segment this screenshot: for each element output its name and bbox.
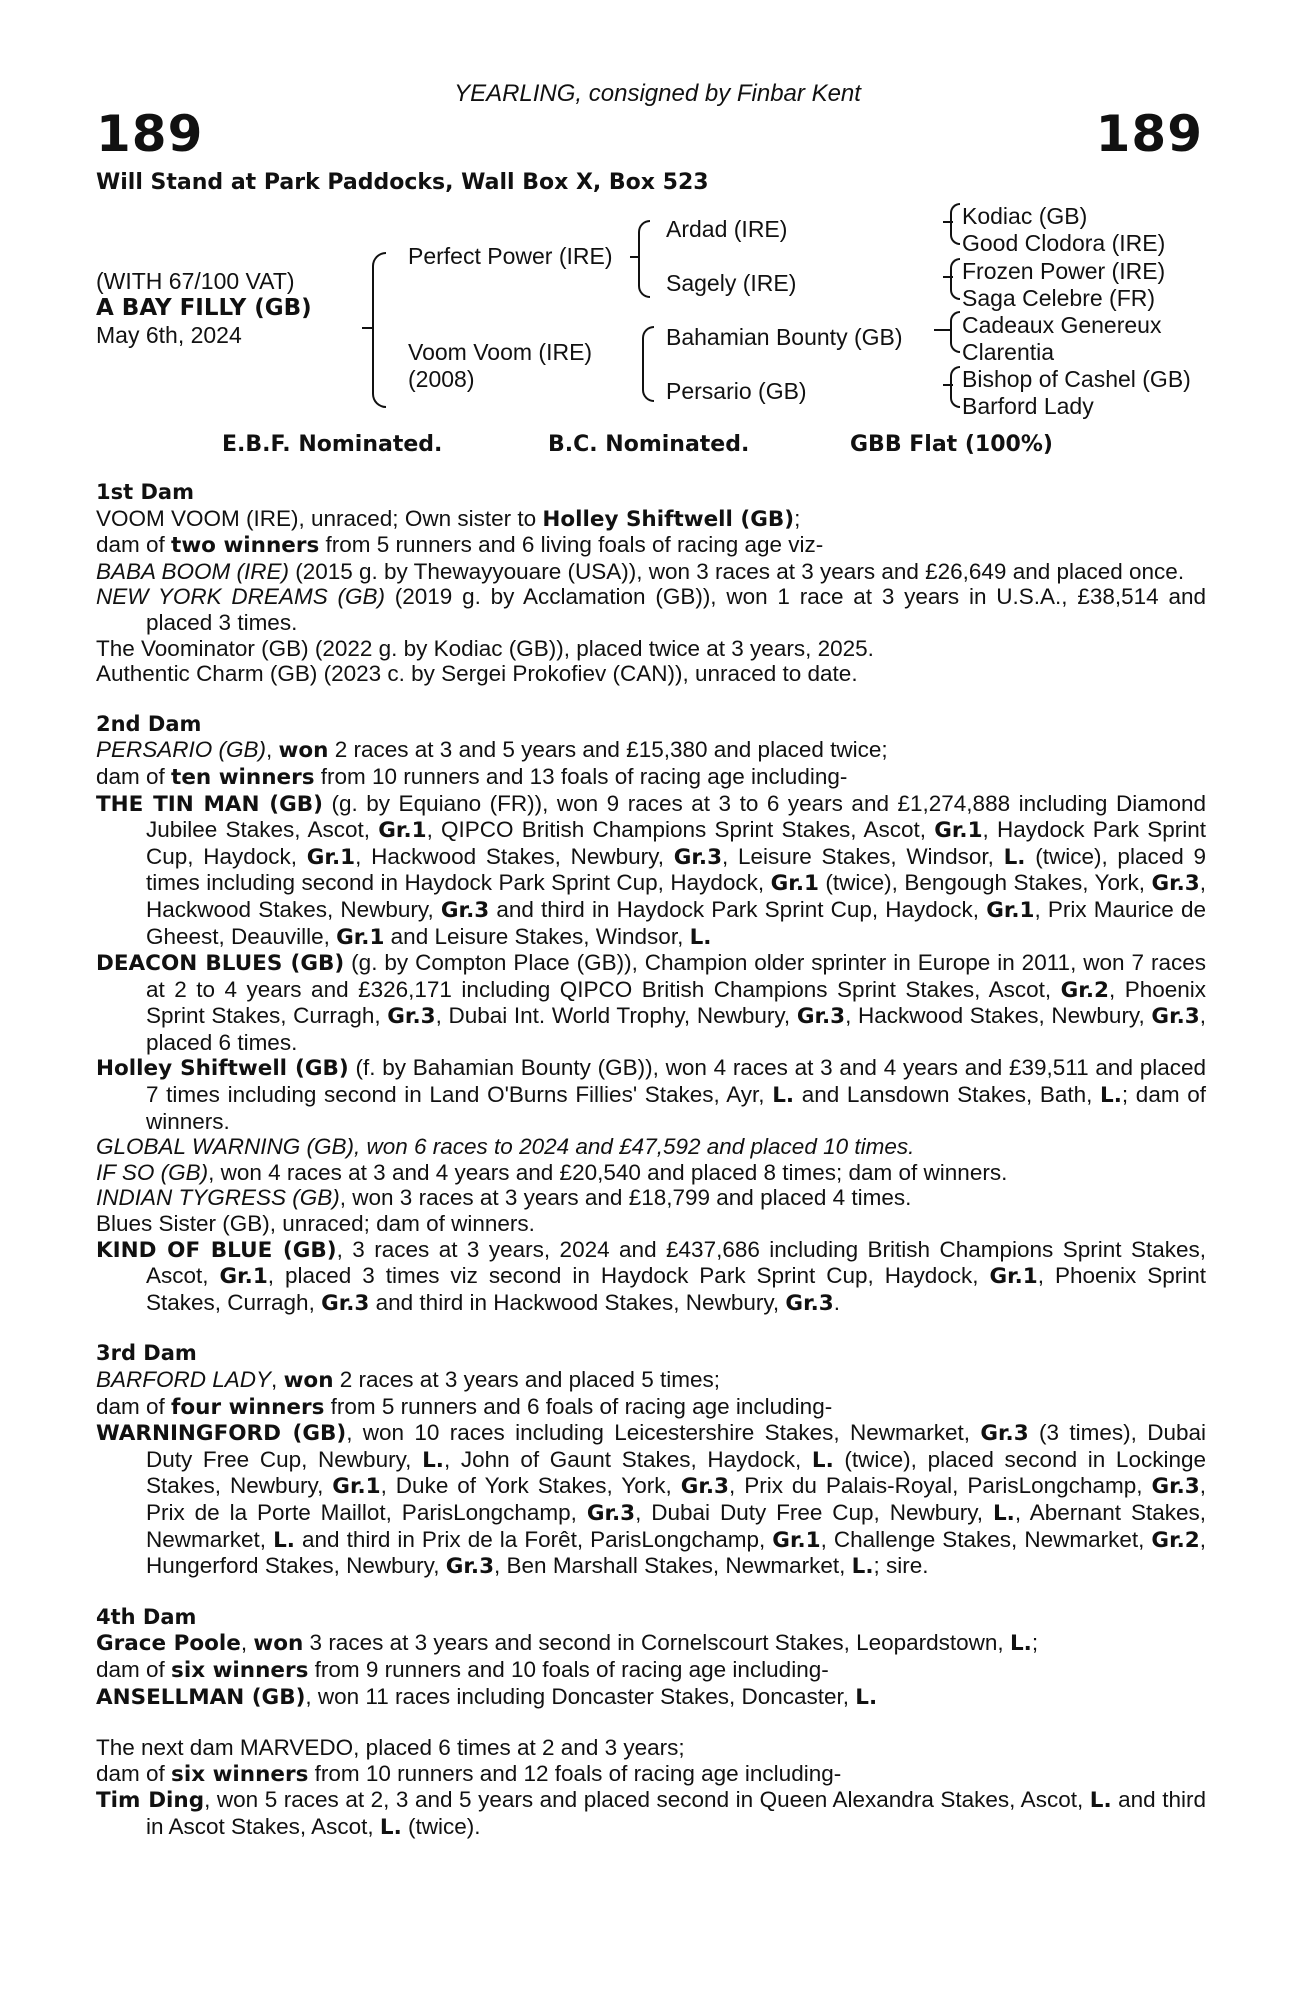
pedigree-brace-dam [642, 326, 654, 402]
gbb-status: GBB Flat (100%) [850, 432, 1053, 457]
catalogue-subtitle: YEARLING, consigned by Finbar Kent [454, 80, 861, 107]
produce-if-so: IF SO (GB), won 4 races at 3 and 4 years and £20,540 and placed 8 times; dam of winners. [96, 1159, 1008, 1185]
horse-name: A BAY FILLY (GB) [96, 295, 312, 321]
pedigree-brace-sire-point [630, 256, 640, 258]
first-dam-heading: 1st Dam [96, 480, 194, 504]
produce-authentic-charm: Authentic Charm (GB) (2023 c. by Sergei Prokofiev (CAN)), unraced to date. [96, 661, 858, 687]
produce-holley-shiftwell: Holley Shiftwell (GB) (f. by Bahamian Bounty (GB)), won 4 races at 3 and 4 years and £39,511 and placed 7 times including second in Land O'Burns Fillies' Stakes, Ayr, L. and Lansdown Stakes, Bath, L.; dam of winners. [96, 1055, 1207, 1134]
stand-location: Will Stand at Park Paddocks, Wall Box X, Box 523 [96, 170, 709, 195]
produce-blues-sister: Blues Sister (GB), unraced; dam of winners. [96, 1211, 535, 1237]
pedigree-brace-dd-point [943, 384, 953, 386]
pedigree-brace-main [372, 252, 386, 408]
pedigree-dam-year: (2008) [408, 366, 475, 392]
pedigree-dds: Bishop of Cashel (GB) [962, 366, 1191, 392]
pedigree-dam-dam: Persario (GB) [666, 378, 807, 404]
lot-number-left: 189 [96, 105, 204, 163]
produce-tim-ding: Tim Ding, won 5 races at 2, 3 and 5 years and placed second in Queen Alexandra Stakes, Ascot, L. and third in Ascot Stakes, Ascot, L. (twice). [96, 1787, 1206, 1840]
pedigree-brace-ss [950, 203, 960, 245]
produce-ansellman: ANSELLMAN (GB), won 11 races including Doncaster Stakes, Doncaster, L. [96, 1683, 878, 1710]
fifth-dam-produce-summary: dam of six winners from 10 runners and 12 foals of racing age including- [96, 1760, 842, 1787]
pedigree-sds: Frozen Power (IRE) [962, 258, 1166, 284]
third-dam-intro: BARFORD LADY, won 2 races at 3 years and placed 5 times; [96, 1367, 720, 1393]
produce-global-warning: GLOBAL WARNING (GB), won 6 races to 2024 and £47,592 and placed 10 times. [96, 1134, 915, 1160]
fifth-dam-intro: The next dam MARVEDO, placed 6 times at 2 and 3 years; [96, 1735, 685, 1761]
produce-the-tin-man: THE TIN MAN (GB) (g. by Equiano (FR)), won 9 races at 3 to 6 years and £1,274,888 including Diamond Jubilee Stakes, Ascot, Gr.1, QIPCO British Champions Sprint Stakes, Ascot, Gr.1, Haydock Park Sprint Cup, Haydock, Gr.1, Hackwood Stakes, Newbury, Gr.3, Leisure Stakes, Windsor, L. (twice), placed 9 times including second in Haydock Park Sprint Cup, Haydock, Gr.1 (twice), Bengough Stakes, York, Gr.3, Hackwood Stakes, Newbury, Gr.3 and third in Haydock Park Sprint Cup, Haydock, Gr.1, Prix Maurice de Gheest, Deauville, Gr.1 and Leisure Stakes, Windsor, L. [96, 790, 1207, 950]
pedigree-brace-sd [950, 258, 960, 300]
produce-kind-of-blue: KIND OF BLUE (GB), 3 races at 3 years, 2024 and £437,686 including British Champions Sprint Stakes, Ascot, Gr.1, placed 3 times viz second in Haydock Park Sprint Cup, Haydock, Gr.1, Phoenix Sprint Stakes, Curragh, Gr.3 and third in Hackwood Stakes, Newbury, Gr.3. [96, 1236, 1206, 1316]
second-dam-produce-summary: dam of ten winners from 10 runners and 13 foals of racing age including- [96, 763, 848, 790]
pedigree-sss: Kodiac (GB) [962, 203, 1088, 229]
vat-note: (WITH 67/100 VAT) [96, 268, 295, 294]
second-dam-intro: PERSARIO (GB), won 2 races at 3 and 5 years and £15,380 and placed twice; [96, 737, 888, 764]
produce-new-york-dreams: NEW YORK DREAMS (GB) (2019 g. by Acclamation (GB)), won 1 race at 3 years in U.S.A., £38,514 and placed 3 times. [96, 584, 1206, 635]
pedigree-dam: Voom Voom (IRE) [408, 339, 593, 365]
ebf-nomination: E.B.F. Nominated. [222, 432, 443, 457]
second-dam-heading: 2nd Dam [96, 711, 202, 736]
produce-indian-tygress: INDIAN TYGRESS (GB), won 3 races at 3 years and £18,799 and placed 4 times. [96, 1185, 912, 1211]
third-dam-produce-summary: dam of four winners from 5 runners and 6 foals of racing age including- [96, 1393, 833, 1420]
pedigree-dsd: Clarentia [962, 339, 1055, 365]
fourth-dam-intro: Grace Poole, won 3 races at 3 years and second in Cornelscourt Stakes, Leopardstown, L.; [96, 1630, 1039, 1657]
produce-baba-boom: BABA BOOM (IRE) (2015 g. by Thewayyouare (USA)), won 3 races at 3 years and £26,649 and placed once. [96, 558, 1185, 584]
third-dam-heading: 3rd Dam [96, 1341, 197, 1366]
lot-number-right: 189 [1095, 105, 1203, 163]
pedigree-brace-ds-point [934, 329, 950, 331]
fourth-dam-heading: 4th Dam [96, 1604, 197, 1629]
first-dam-intro: VOOM VOOM (IRE), unraced; Own sister to Holley Shiftwell (GB); [96, 505, 801, 532]
pedigree-sire-dam: Sagely (IRE) [666, 270, 797, 296]
fourth-dam-produce-summary: dam of six winners from 9 runners and 10 foals of racing age including- [96, 1656, 829, 1683]
pedigree-brace-main-point [362, 327, 372, 329]
pedigree-brace-ds [950, 311, 960, 353]
bc-nomination: B.C. Nominated. [548, 432, 750, 457]
pedigree-dss: Cadeaux Genereux [962, 312, 1162, 338]
pedigree-notes [96, 480, 1206, 1841]
pedigree-ddd: Barford Lady [962, 393, 1094, 419]
produce-the-voominator: The Voominator (GB) (2022 g. by Kodiac (GB)), placed twice at 3 years, 2025. [96, 635, 874, 661]
produce-warningford: WARNINGFORD (GB), won 10 races including Leicestershire Stakes, Newmarket, Gr.3 (3 times), Dubai Duty Free Cup, Newbury, L., John of Gaunt Stakes, Haydock, L. (twice), placed second in Lockinge Stakes, Newbury, Gr.1, Duke of York Stakes, York, Gr.3, Prix du Palais-Royal, ParisLongchamp, Gr.3, Prix de la Porte Maillot, ParisLongchamp, Gr.3, Dubai Duty Free Cup, Newbury, L., Abernant Stakes, Newmarket, L. and third in Prix de la Forêt, ParisLongchamp, Gr.1, Challenge Stakes, Newmarket, Gr.2, Hungerford Stakes, Newbury, Gr.3, Ben Marshall Stakes, Newmarket, L.; sire. [96, 1420, 1207, 1580]
pedigree-ssd: Good Clodora (IRE) [962, 230, 1166, 256]
produce-deacon-blues: DEACON BLUES (GB) (g. by Compton Place (GB)), Champion older sprinter in Europe in 2011, won 7 races at 2 to 4 years and £326,171 including QIPCO British Champions Sprint Stakes, Ascot, Gr.2, Phoenix Sprint Stakes, Curragh, Gr.3, Dubai Int. World Trophy, Newbury, Gr.3, Hackwood Stakes, Newbury, Gr.3, placed 6 times. [96, 950, 1207, 1055]
pedigree-sire: Perfect Power (IRE) [408, 243, 613, 269]
pedigree-sdd: Saga Celebre (FR) [962, 285, 1156, 311]
pedigree-sire-sire: Ardad (IRE) [666, 216, 788, 242]
pedigree-dam-sire: Bahamian Bounty (GB) [666, 324, 903, 350]
pedigree-brace-dd [950, 366, 960, 408]
pedigree-brace-ss-point [943, 221, 953, 223]
pedigree-brace-sire [638, 220, 650, 298]
first-dam-produce-summary: dam of two winners from 5 runners and 6 living foals of racing age viz- [96, 532, 824, 559]
pedigree-brace-sd-point [943, 276, 953, 278]
horse-dob: May 6th, 2024 [96, 322, 242, 348]
